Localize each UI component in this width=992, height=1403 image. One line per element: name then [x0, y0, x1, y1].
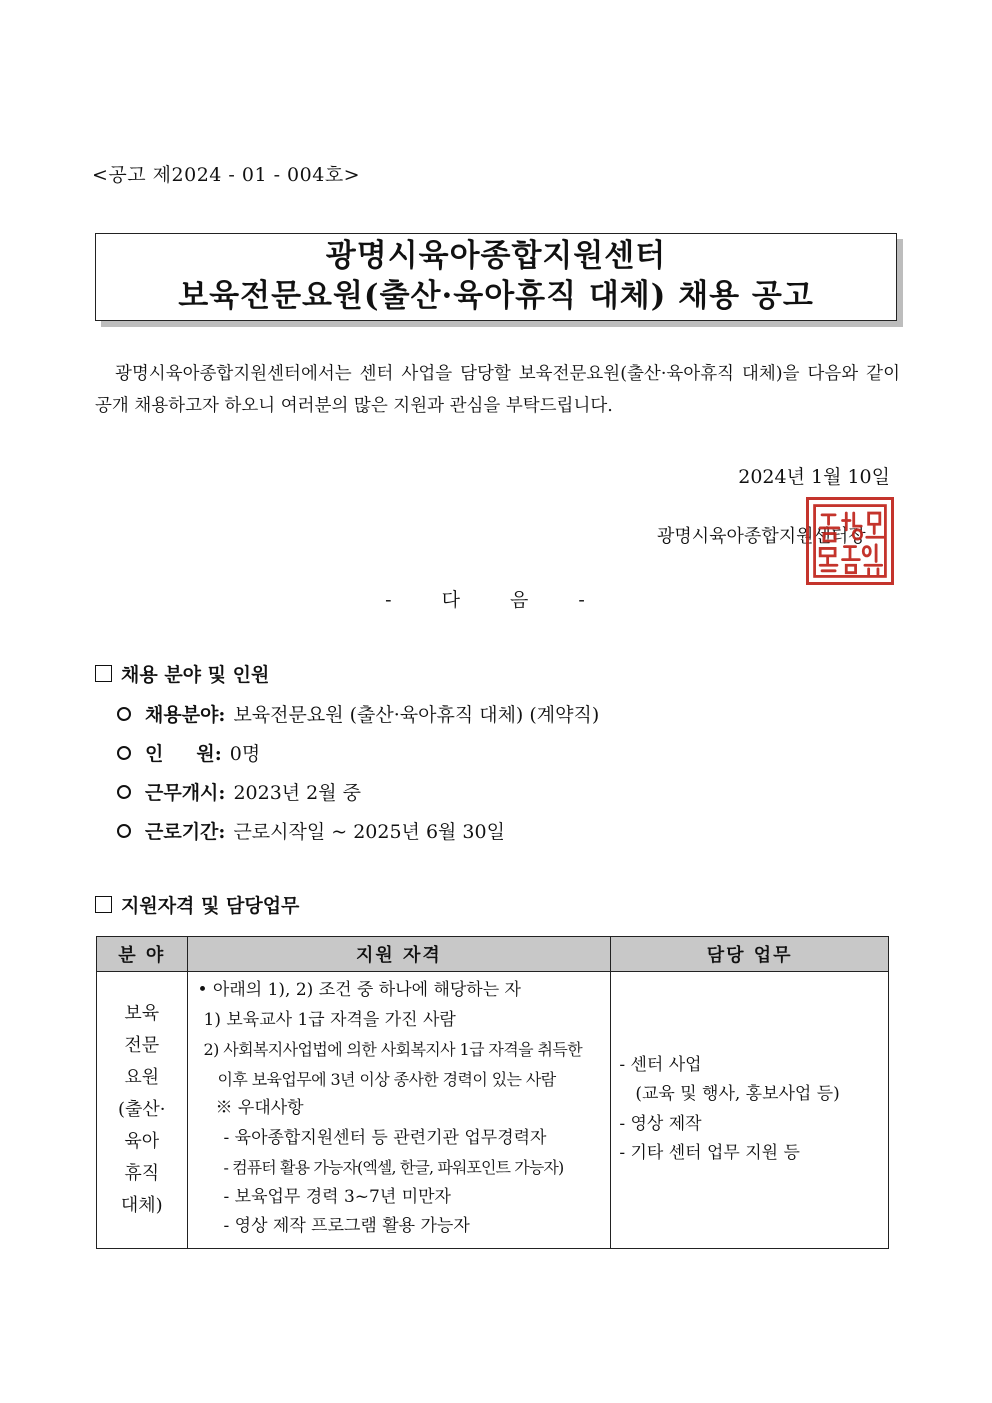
table-row	[97, 972, 889, 1249]
duties-cell	[611, 972, 889, 1249]
announcement-date: 2024년 1월 10일	[738, 466, 890, 488]
circle-bullet-icon	[117, 707, 131, 721]
duty-line: - 센터 사업	[619, 1054, 702, 1075]
qualification-cell	[187, 972, 611, 1249]
circle-bullet-icon	[117, 824, 131, 838]
title-box	[95, 233, 897, 321]
seal-graphic	[809, 500, 891, 582]
qualification-table	[96, 936, 889, 1249]
item-label: 인 원:	[145, 743, 222, 765]
field-line: (출산·	[117, 1098, 166, 1120]
section-1-heading	[95, 660, 269, 687]
table-header-row	[97, 937, 889, 972]
daum-divider: - 다 음 -	[385, 589, 607, 611]
duty-line: - 영상 제작	[619, 1113, 702, 1134]
field-cell	[97, 972, 188, 1249]
title-line-2: 보육전문요원(출산·육아휴직 대체) 채용 공고	[178, 278, 814, 314]
field-line: 전문	[124, 1034, 160, 1056]
qualification-line: - 육아종합지원센터 등 관련기관 업무경력자	[223, 1127, 547, 1148]
organization-name: 광명시육아종합지원센터장	[657, 526, 866, 547]
notice-number: <공고 제2024 - 01 - 004호>	[92, 164, 361, 186]
item-value: 2023년 2월 중	[233, 782, 362, 804]
qualification-line: 1) 보육교사 1급 자격을 가진 사람	[203, 1009, 456, 1030]
recruit-field-item	[117, 700, 599, 727]
field-line: 보육	[124, 1002, 160, 1024]
section-2-heading	[95, 891, 299, 918]
intro-paragraph: 광명시육아종합지원센터에서는 센터 사업을 담당할 보육전문요원(출산·육아휴직 대체)을 다음와 같이 공개 채용하고자 하오니 여러분의 많은 지원과 관심을 부탁드립니다.	[95, 364, 900, 416]
circle-bullet-icon	[117, 785, 131, 799]
item-label: 근무개시:	[145, 782, 226, 804]
qualification-line: ※ 우대사항	[215, 1098, 304, 1118]
field-line: 휴직	[124, 1162, 160, 1184]
square-bullet-icon	[95, 896, 112, 913]
qualification-line: • 아래의 1), 2) 조건 중 하나에 해당하는 자	[197, 980, 521, 1000]
qualification-line: - 영상 제작 프로그램 활용 가능자	[223, 1216, 470, 1236]
field-line: 대체)	[120, 1194, 163, 1216]
official-seal	[806, 497, 894, 585]
item-label: 채용분야:	[145, 704, 226, 726]
section-2-title: 지원자격 및 담당업무	[121, 895, 300, 917]
title-line-1: 광명시육아종합지원센터	[325, 238, 667, 274]
qualification-line: - 보육업무 경력 3~7년 미만자	[223, 1186, 451, 1207]
field-line: 요원	[124, 1066, 160, 1088]
header-qualification: 지원 자격	[187, 937, 611, 972]
start-date-item	[117, 778, 361, 805]
circle-bullet-icon	[117, 746, 131, 760]
square-bullet-icon	[95, 665, 112, 682]
headcount-item	[117, 739, 260, 766]
section-1-title: 채용 분야 및 인원	[121, 664, 270, 686]
item-label: 근로기간:	[145, 821, 226, 843]
item-value: 근로시작일 ~ 2025년 6월 30일	[233, 821, 505, 843]
item-value: 보육전문요원 (출산·육아휴직 대체) (계약직)	[233, 704, 600, 726]
duty-line: (교육 및 행사, 홍보사업 등)	[635, 1084, 840, 1105]
qualification-line: 2) 사회복지사업법에 의한 사회복지사 1급 자격을 취득한	[203, 1040, 583, 1059]
work-period-item	[117, 817, 505, 844]
field-line: 육아	[124, 1130, 160, 1152]
item-value: 0명	[229, 743, 261, 765]
header-field: 분 야	[97, 937, 188, 972]
duty-line: - 기타 센터 업무 지원 등	[619, 1143, 800, 1164]
header-duties: 담당 업무	[611, 937, 889, 972]
qualification-line: 이후 보육업무에 3년 이상 종사한 경력이 있는 사람	[217, 1069, 556, 1089]
qualification-line: - 컴퓨터 활용 가능자(엑셀, 한글, 파워포인트 가능자)	[223, 1158, 564, 1177]
